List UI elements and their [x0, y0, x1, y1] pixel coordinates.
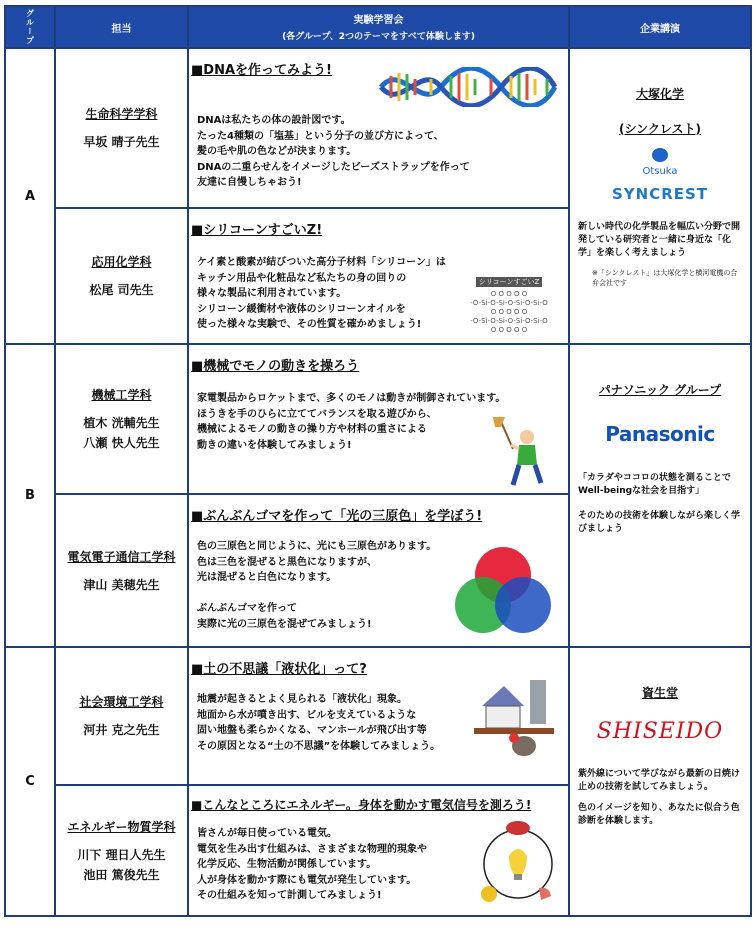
teacher-cell — [55, 48, 188, 208]
teacher-name: 早坂 晴子先生 — [83, 135, 160, 149]
corp-description: 色のイメージを知り、あなたに似合う色診断を体験します。 — [578, 803, 740, 826]
dept-name: 機械工学科 — [91, 388, 152, 402]
teacher-cell — [55, 785, 188, 916]
dept-name: エネルギー物質学科 — [67, 819, 176, 834]
experiment-body: 地震が起きるとよく見られる「液状化」現象。 地面から水が噴き出す、ビルを支えているような 固い地盤も柔らかくなる、マンホールが飛び出す等 その原因となる“土の不思議”を体験してみましょう。 — [197, 694, 441, 752]
liquefaction-illustration — [474, 676, 554, 766]
corp-description: そのための技術を体験しながら楽しく学びましょう — [578, 511, 741, 534]
experiment-cell — [188, 494, 569, 647]
teacher-cell — [55, 208, 188, 344]
silicone-figure: シリコーンすごいZ O O O O O -O-Si-O-Si-O-Si-O-Si-O O O O O O -O-Si-O-Si-O-Si-O-Si-O O O O O O — [470, 278, 548, 334]
experiment-body: ケイ素と酸素が結びついた高分子材料「シリコーン」は キッチン用品や化粧品など私たちの身の回りの 様々な製品に利用されています。 シリコーン緩衝材や液体のシリコーンオイルを 使った様々な実験で、その性質を確かめましょう! — [197, 257, 446, 330]
experiment-cell — [188, 208, 569, 344]
experiment-body: DNAは私たちの体の設計図です。 たった4種類の「塩基」という分子の並び方によって、 髪の毛や肌の色などが決まります。 DNAの二重らせんをイメージしたビーズストラップを作って 友達に自慢しちゃおう! — [197, 115, 470, 188]
teacher-name: 池田 篤俊先生 — [83, 867, 160, 882]
experiment-title: ■シリコーンすごいZ! — [191, 223, 323, 238]
teacher-name: 川下 理日人先生 — [77, 847, 166, 862]
experiment-body: 家電製品からロケットまで、多くのモノは動きが制御されています。 ほうきを手のひらに立ててバランスを取る遊びから、 機械によるモノの動きの操り方や材料の重さによる 動きの違いを体験してみましょう! — [197, 393, 506, 451]
experiment-title: ■DNAを作ってみよう! — [191, 63, 332, 78]
teacher-cell — [55, 344, 188, 494]
teacher-name: 河井 克之先生 — [83, 723, 160, 737]
teacher-name: 津山 美穂先生 — [83, 577, 160, 592]
syncrest-logo: SYNCREST — [611, 185, 709, 203]
group-label-a: A — [5, 48, 55, 344]
teacher-name: 植木 洸輔先生 — [83, 416, 160, 430]
corp-name: 資生堂 — [641, 686, 678, 700]
header-row — [5, 6, 751, 48]
corp-description: 「カラダやココロの状態を測ることでWell-beingな社会を目指す」 — [578, 473, 731, 496]
corp-note: ※「シンクレスト」は大塚化学と横河電機の合弁会社です — [592, 269, 738, 287]
corp-cell-panasonic — [569, 344, 751, 647]
corp-description: 新しい時代の化学製品を幅広い分野で開発している研究者と一緒に身近な「化学」を楽しく考えましょう — [578, 222, 741, 258]
corp-cell-shiseido — [569, 647, 751, 916]
broom-balance-illustration — [489, 415, 549, 490]
corp-description: 紫外線について学びながら最新の日焼け止めの技術を試してみましょう。 — [578, 769, 740, 792]
schedule-sheet — [4, 5, 750, 933]
teacher-cell — [55, 494, 188, 647]
header-experiment — [188, 6, 569, 48]
experiment-title: ■土の不思議「液状化」って? — [191, 662, 367, 677]
group-label-c: C — [5, 647, 55, 916]
experiment-title: ■こんなところにエネルギー。身体を動かす電気信号を測ろう! — [191, 798, 532, 812]
otsuka-mark-icon — [651, 147, 669, 163]
dept-name: 生命科学学科 — [85, 107, 158, 121]
experiment-body: 色の三原色と同じように、光にも三原色があります。 色は三色を混ぜると黒色になりますが、 光は混ぜると白色になります。 ぶんぶんゴマを作って 実際に光の三原色を混ぜてみましょう! — [197, 541, 437, 630]
experiment-title: ■機械でモノの動きを操ろう — [191, 359, 360, 374]
header-teacher: 担当 — [55, 6, 188, 48]
header-corp: 企業講演 — [569, 6, 751, 48]
corp-subname: (シンクレスト) — [618, 122, 702, 136]
experiment-cell — [188, 785, 569, 916]
experiment-body: 皆さんが毎日使っている電気。 電気を生み出す仕組みは、さまざまな物理的現象や 化学反応、生物活動が関係しています。 人が身体を動かす際にも電気が発生しています。 その仕組みを知って計測してみましょう! — [197, 828, 427, 901]
dept-name: 応用化学科 — [91, 255, 152, 269]
experiment-cell — [188, 48, 569, 208]
shiseido-logo: SHISEIDO — [596, 719, 724, 744]
teacher-cell — [55, 647, 188, 785]
experiment-cell — [188, 344, 569, 494]
dept-name: 社会環境工学科 — [79, 695, 164, 709]
group-label-b: B — [5, 344, 55, 647]
schedule-table — [4, 5, 752, 917]
teacher-name: 八瀬 快人先生 — [83, 436, 160, 450]
experiment-title: ■ぶんぶんゴマを作って「光の三原色」を学ぼう! — [191, 509, 483, 524]
corp-cell-otsuka — [569, 48, 751, 344]
teacher-name: 松尾 司先生 — [89, 283, 154, 297]
otsuka-logo: Otsuka — [570, 147, 750, 177]
table-row — [5, 48, 751, 208]
dept-name: 電気電子通信工学科 — [67, 549, 176, 564]
table-row — [5, 647, 751, 785]
energy-cycle-illustration — [479, 816, 557, 912]
rgb-circles-illustration — [451, 545, 556, 637]
table-row — [5, 344, 751, 494]
corp-name: 大塚化学 — [635, 87, 684, 101]
dna-helix-illustration — [379, 67, 557, 107]
header-group: グループ — [5, 6, 55, 48]
corp-name: パナソニック グループ — [598, 383, 722, 397]
header-exp-title: 実験学習会 — [353, 15, 404, 26]
header-exp-note: (各グループ、2つのテーマをすべて体験します) — [282, 32, 475, 42]
panasonic-logo: Panasonic — [605, 422, 715, 446]
experiment-cell — [188, 647, 569, 785]
